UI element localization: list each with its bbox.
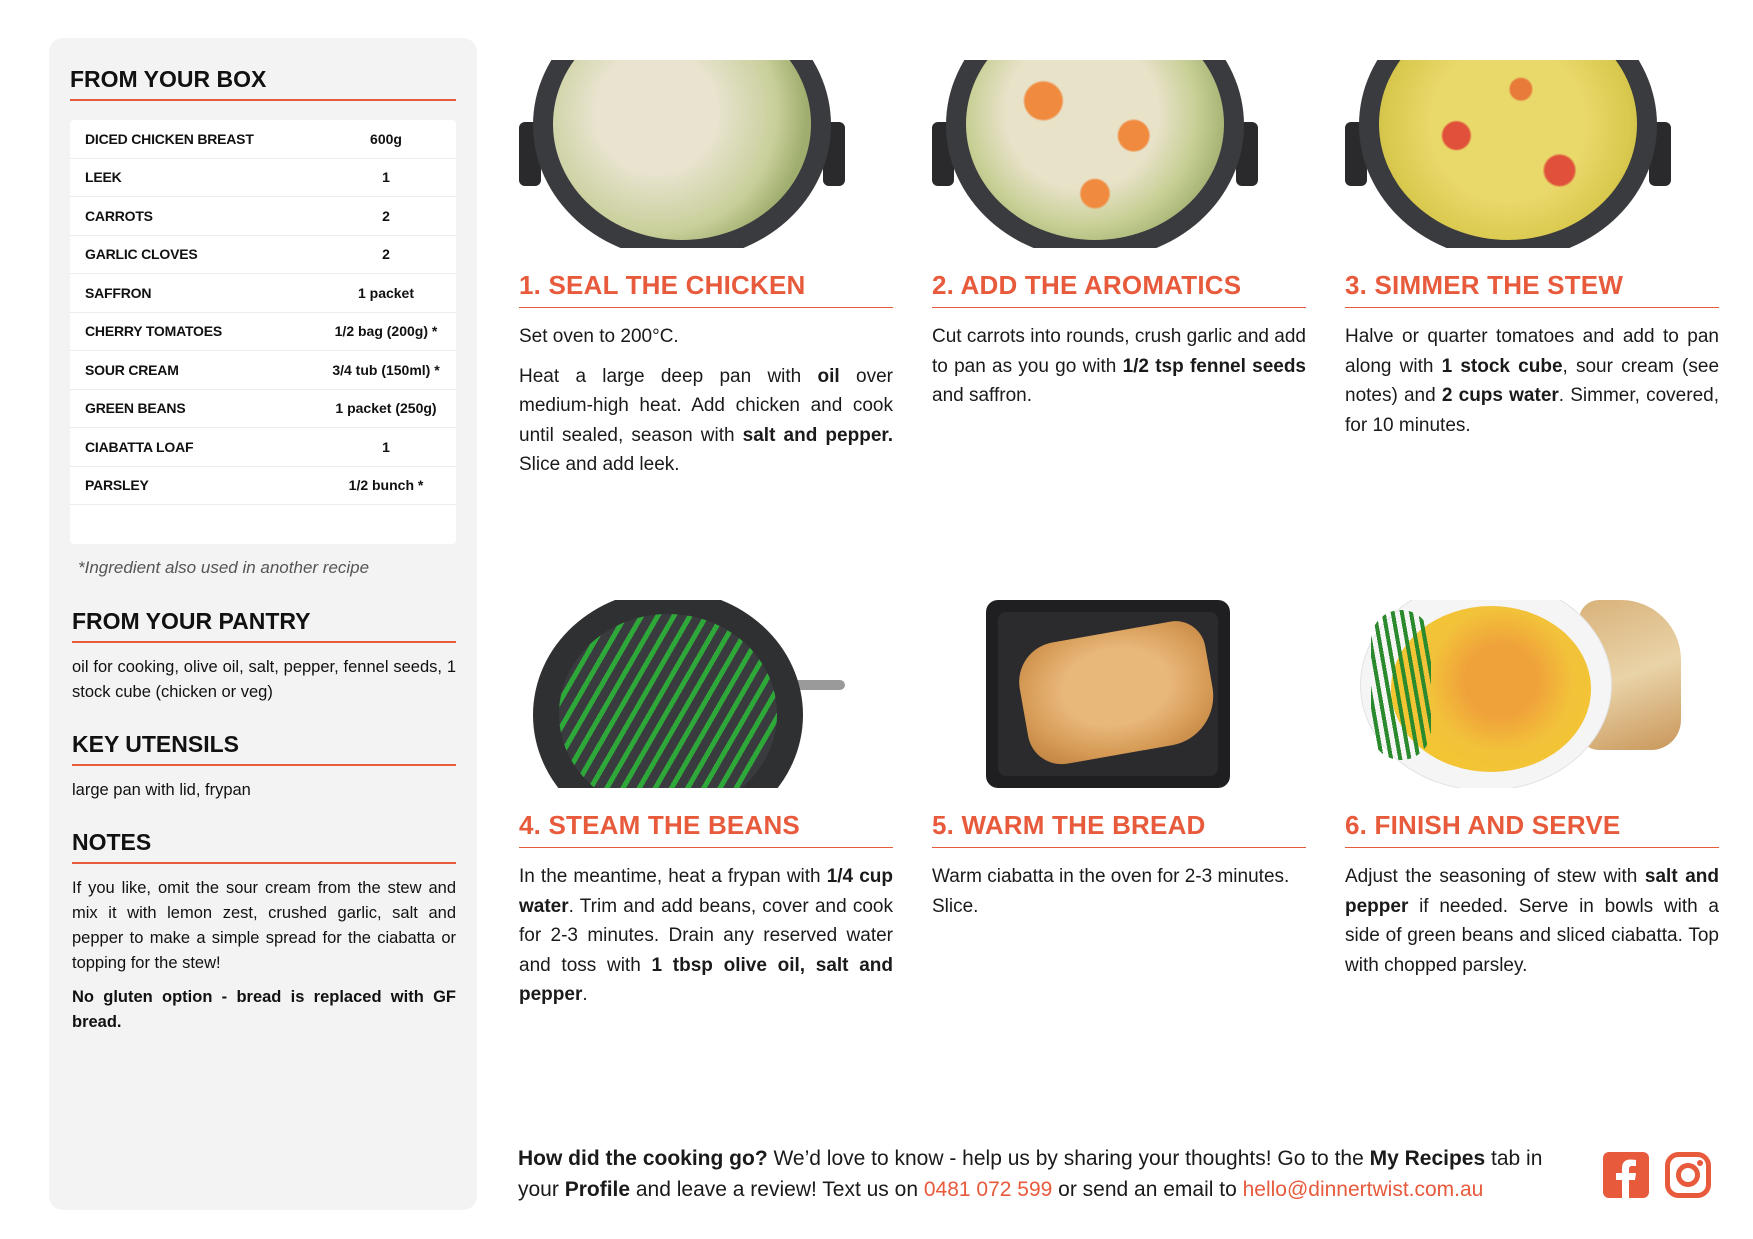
ingredient-row xyxy=(70,390,456,429)
ingredient-row xyxy=(70,120,456,159)
utensils-heading: KEY UTENSILS xyxy=(72,731,456,766)
step-4-title: 4. STEAM THE BEANS xyxy=(519,810,893,848)
ingredient-name: DICED CHICKEN BREAST xyxy=(85,130,254,147)
step-1-text-1: Set oven to 200°C. xyxy=(519,326,679,347)
ingredient-name: LEEK xyxy=(85,169,122,186)
notes-gluten-option: No gluten option - bread is replaced with GF bread. xyxy=(72,988,456,1031)
step-2 xyxy=(932,60,1306,411)
my-recipes-link[interactable]: My Recipes xyxy=(1369,1147,1486,1170)
step-1-image xyxy=(519,60,845,248)
step-3-text: Halve or quarter tomatoes and add to pan along with 1 stock cube, sour cream (see notes) and 2 cups water. Simmer, covered, for 10 minutes. xyxy=(1345,326,1720,436)
ingredient-name: GARLIC CLOVES xyxy=(85,246,198,263)
step-5-title: 5. WARM THE BREAD xyxy=(932,810,1306,848)
ingredient-qty: 2 xyxy=(382,207,390,224)
step-6-title: 6. FINISH AND SERVE xyxy=(1345,810,1719,848)
step-6 xyxy=(1345,600,1719,980)
email-link[interactable]: hello@dinnertwist.com.au xyxy=(1242,1178,1484,1201)
step-2-title: 2. ADD THE AROMATICS xyxy=(932,270,1306,308)
notes-text: If you like, omit the sour cream from the stew and mix it with lemon zest, crushed garlic, salt and pepper to make a simple spread for the ciabatta or topping for the stew! xyxy=(72,879,456,972)
step-3-title: 3. SIMMER THE STEW xyxy=(1345,270,1719,308)
notes-heading: NOTES xyxy=(72,829,456,864)
step-3-image xyxy=(1345,60,1671,248)
instagram-icon[interactable] xyxy=(1665,1152,1711,1203)
step-4-text: In the meantime, heat a frypan with 1/4 cup water. Trim and add beans, cover and cook for 2-3 minutes. Drain any reserved water and toss with 1 tbsp olive oil, salt and pepper. xyxy=(519,866,893,1005)
ingredient-row xyxy=(70,428,456,467)
feedback-question: How did the cooking go? xyxy=(518,1147,768,1170)
ingredient-name: SAFFRON xyxy=(85,284,152,301)
step-4-image xyxy=(519,600,845,788)
ingredient-footnote: *Ingredient also used in another recipe xyxy=(78,558,370,577)
step-1-title: 1. SEAL THE CHICKEN xyxy=(519,270,893,308)
step-5-text: Warm ciabatta in the oven for 2-3 minutes. Slice. xyxy=(932,866,1290,917)
profile-link[interactable]: Profile xyxy=(564,1178,631,1201)
ingredient-row xyxy=(70,236,456,275)
ingredients-sidebar xyxy=(49,38,477,1210)
ingredient-name: CIABATTA LOAF xyxy=(85,438,194,455)
ingredient-qty: 1/2 bunch * xyxy=(348,477,424,494)
ingredient-row xyxy=(70,274,456,313)
ingredient-row xyxy=(70,313,456,352)
notes-section xyxy=(70,829,456,1035)
step-6-text: Adjust the seasoning of stew with salt and pepper if needed. Serve in bowls with a side of green beans and sliced ciabatta. Top with chopped parsley. xyxy=(1345,866,1719,976)
ingredient-qty: 2 xyxy=(382,246,390,263)
phone-number-link[interactable]: 0481 072 599 xyxy=(923,1178,1053,1201)
ingredient-name: PARSLEY xyxy=(85,477,149,494)
ingredient-qty: 1 xyxy=(382,438,390,455)
step-3 xyxy=(1345,60,1719,440)
pantry-section xyxy=(70,608,456,705)
step-5-image xyxy=(932,600,1272,788)
ingredient-qty: 1 xyxy=(382,169,390,186)
ingredient-qty: 1 packet xyxy=(357,284,415,301)
utensils-section xyxy=(70,731,456,803)
ingredients-table xyxy=(70,120,456,544)
facebook-icon[interactable] xyxy=(1603,1152,1649,1203)
pantry-text: oil for cooking, olive oil, salt, pepper, fennel seeds, 1 stock cube (chicken or veg) xyxy=(72,658,456,701)
ingredient-name: GREEN BEANS xyxy=(85,400,186,417)
box-heading: FROM YOUR BOX xyxy=(70,66,456,101)
utensils-text: large pan with lid, frypan xyxy=(72,781,251,799)
ingredient-qty: 1/2 bag (200g) * xyxy=(334,323,438,340)
feedback-footer: How did the cooking go? We’d love to know - help us by sharing your thoughts! Go to the My Recipes tab in your Profile and leave a review! Text us on 0481 072 599 or send an email to hello@dinnertwist.com.au xyxy=(518,1147,1543,1201)
ingredient-name: CARROTS xyxy=(85,207,153,224)
ingredient-qty: 1 packet (250g) xyxy=(335,400,437,417)
ingredient-qty: 600g xyxy=(370,130,402,147)
ingredient-name: CHERRY TOMATOES xyxy=(85,323,223,340)
ingredient-row xyxy=(70,351,456,390)
ingredient-qty: 3/4 tub (150ml) * xyxy=(332,361,440,378)
step-2-text: Cut carrots into rounds, crush garlic and add to pan as you go with 1/2 tsp fennel seeds and saffron. xyxy=(932,326,1306,406)
ingredient-name: SOUR CREAM xyxy=(85,361,179,378)
step-2-image xyxy=(932,60,1258,248)
step-1-text-2: Heat a large deep pan with oil over medium-high heat. Add chicken and cook until sealed, season with salt and pepper. Slice and add leek. xyxy=(519,365,894,475)
pantry-heading: FROM YOUR PANTRY xyxy=(72,608,456,643)
step-6-image xyxy=(1345,600,1681,788)
step-1 xyxy=(519,60,893,480)
step-4 xyxy=(519,600,893,1010)
step-5 xyxy=(932,600,1306,921)
ingredient-row xyxy=(70,197,456,236)
ingredient-row xyxy=(70,159,456,198)
ingredient-row xyxy=(70,467,456,506)
